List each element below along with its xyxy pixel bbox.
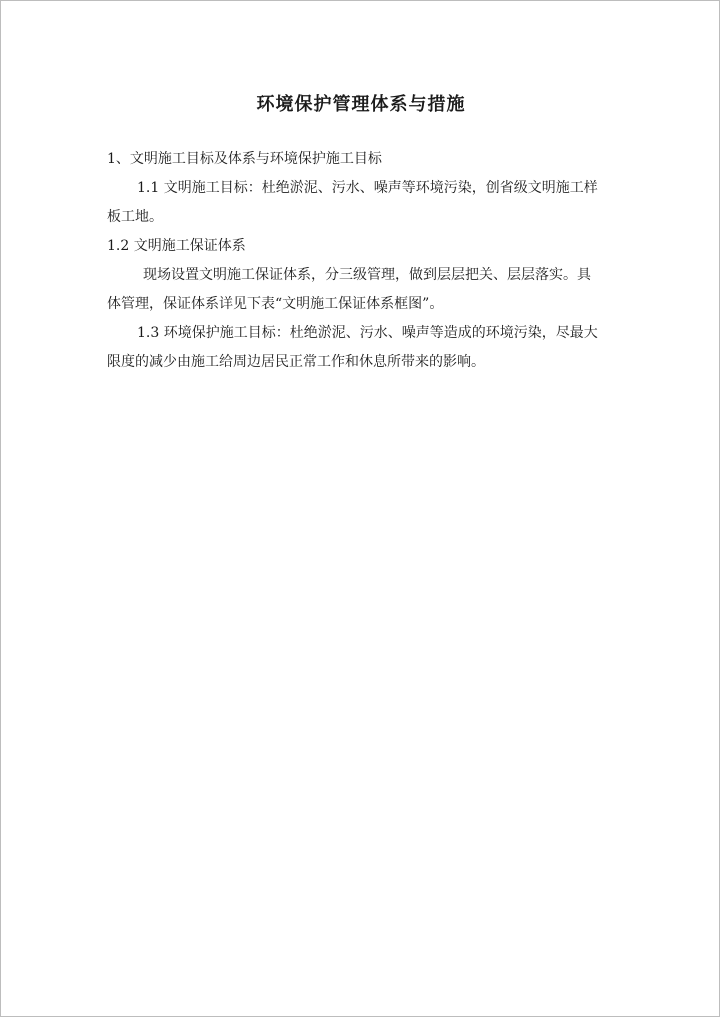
paragraph-1-1-line-1: 1.1 文明施工目标：杜绝淤泥、污水、噪声等环境污染，创省级文明施工样 xyxy=(137,180,598,196)
paragraph-1-3-line-2: 限度的减少由施工给周边居民正常工作和休息所带来的影响。 xyxy=(107,354,485,370)
paragraph-1-1-line-2: 板工地。 xyxy=(107,209,163,225)
document-title: 环境保护管理体系与措施 xyxy=(256,94,466,115)
paragraph-1-2-line-1: 现场设置文明施工保证体系，分三级管理，做到层层把关、层层落实。具 xyxy=(143,267,591,283)
paragraph-1-2-line-2: 体管理，保证体系详见下表“文明施工保证体系框图”。 xyxy=(107,296,444,312)
paragraph-1-3-line-1: 1.3 环境保护施工目标：杜绝淤泥、污水、噪声等造成的环境污染，尽最大 xyxy=(137,325,598,341)
section-heading-1-2: 1.2 文明施工保证体系 xyxy=(107,238,246,254)
document-body xyxy=(107,145,623,377)
section-heading-1: 1、文明施工目标及体系与环境保护施工目标 xyxy=(107,151,382,167)
